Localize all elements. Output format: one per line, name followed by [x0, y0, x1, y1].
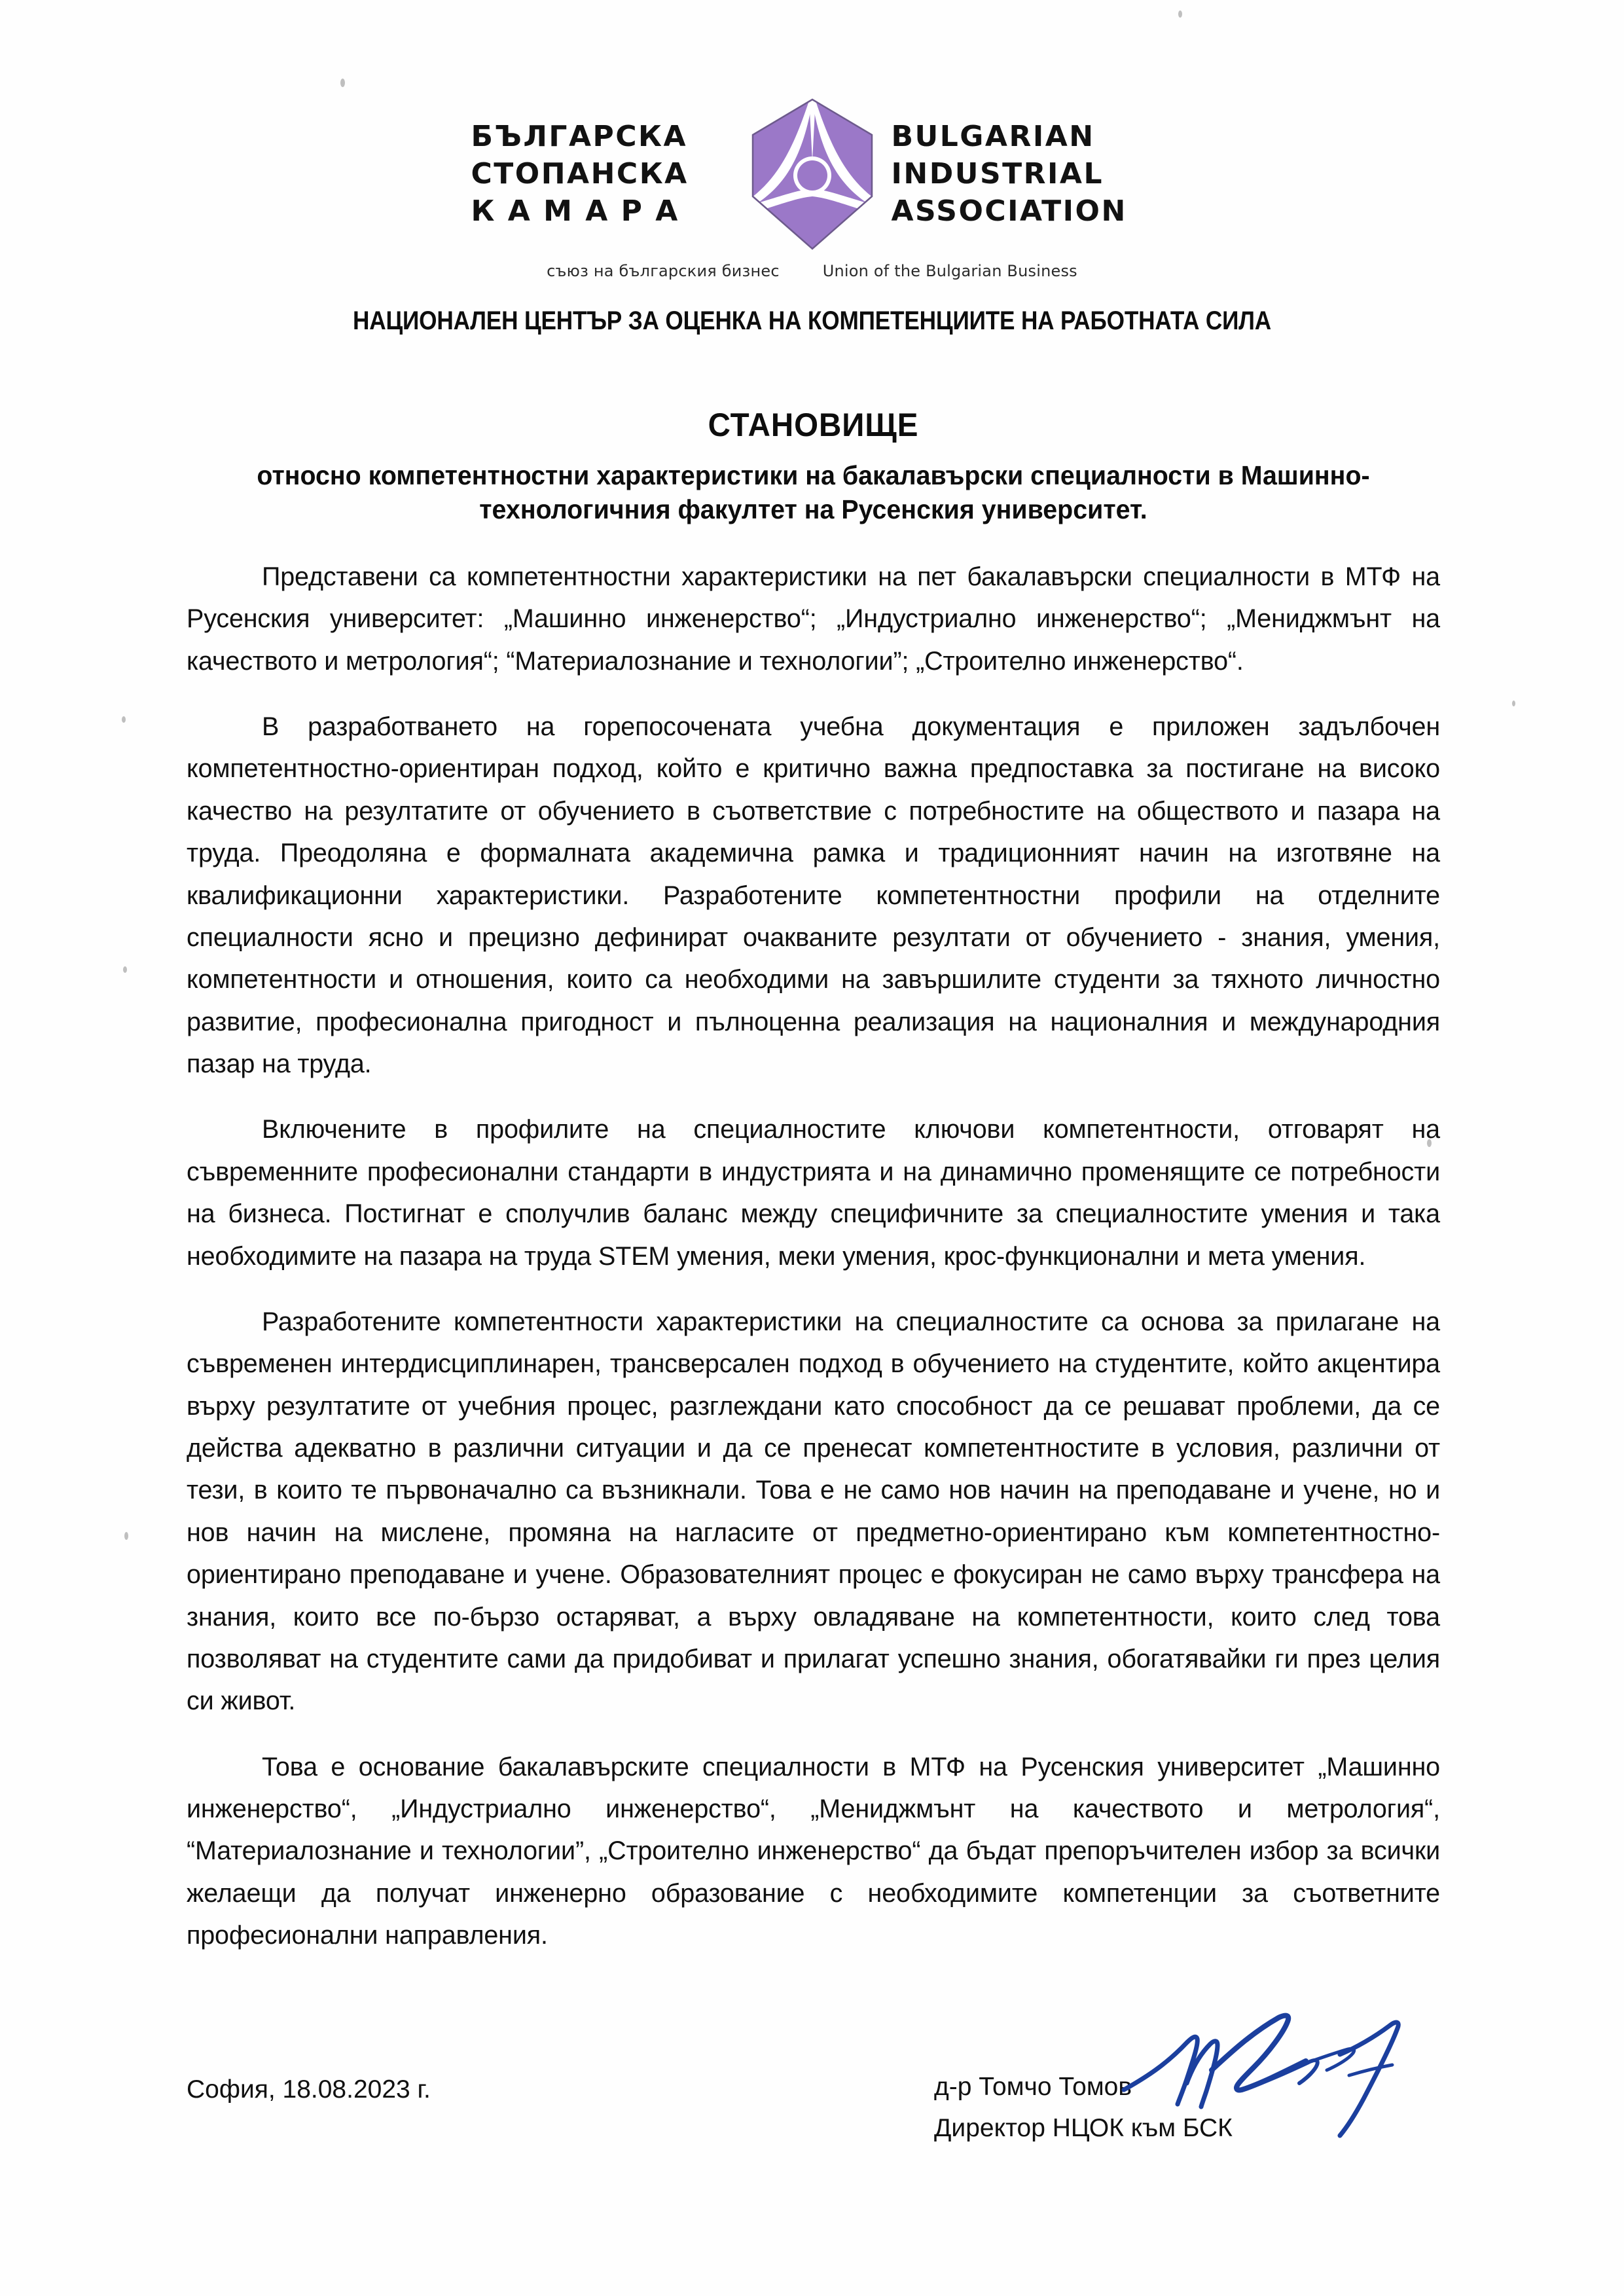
- body-paragraph: Разработените компетентности характеристики на специалностите са основа за прилагане на съвременен интердисциплинарен, трансверсален подход в обучението на студентите, който акцентира върху резултатите от учебния процес, разглеждани като способност да се решават проблеми, да се действа адекватно в различни ситуации и да се пренесат компетентностите в условия, различни от тези, в които те първоначално са възникнали. Това е не само нов начин на преподаване и учене, но и нов начин на мислене, промяна на нагласите от предметно-ориентирано към компетентностно-ориентирано преподаване и учене. Образователният процес е фокусиран не само върху трансфера на знания, които все по-бързо остаряват, а върху овладяване на компетентности, които след това позволяват на студентите сами да придобиват и прилагат успешно знания, обогатявайки ги през целия си живот.: [187, 1307, 1440, 1716]
- scan-speck: [1512, 701, 1515, 706]
- letterhead-bulgarian-words: [471, 122, 733, 226]
- letterhead-taglines: [452, 262, 1172, 280]
- letterhead-word-en-3: ASSOCIATION: [891, 194, 1127, 228]
- scan-speck: [340, 79, 345, 87]
- letterhead-word-bg-2: СТОПАНСКА: [471, 157, 689, 191]
- letterhead-word-en-1: BULGARIAN: [891, 120, 1095, 153]
- page-title: СТАНОВИЩЕ: [708, 407, 919, 443]
- document-body: [187, 406, 1440, 1957]
- body-paragraph: Представени са компетентностни характеристики на пет бакалавърски специалности в МТФ на Русенския университет: „Машинно инженерство“; „Индустриално инженерство“; „Мениджмънт на качеството и метрология“; “Материалознание и технологии”; „Строително инженерство“.: [187, 562, 1440, 676]
- letterhead-english-words: [892, 122, 1153, 226]
- document-footer: [187, 2035, 1441, 2143]
- document-subtitle: относно компетентностни характеристики на бакалавърски специалности в Машинно-технологичния факултет на Русенския университет.: [257, 460, 1370, 525]
- scan-speck: [123, 966, 127, 973]
- scan-speck: [1178, 10, 1182, 18]
- scan-speck: [124, 1532, 128, 1540]
- body-paragraph: Това е основание бакалавърските специалности в МТФ на Русенския университет „Машинно инженерство“, „Индустриално инженерство“, „Мениджмънт на качеството и метрология“, “Материалознание и технологии”, „Строително инженерство“ да бъдат препоръчителен избор за всички желаещи да получат инженерно образование с необходимите компетенции за съответните професионални направления.: [187, 1752, 1440, 1950]
- bia-hexagon-logo-icon: [751, 98, 873, 250]
- body-paragraph: В разработването на горепосочената учебна документация е приложен задълбочен компетентностно-ориентиран подход, който е критично важна предпоставка за постигане на високо качество на резултатите от обучението в съответствие с потребностите на обществото и пазара на труда. Преодоляна е формалната академична рамка и традиционният начин на изготвяне на квалификационни характеристики. Разработените компетентностни профили на отделните специалности ясно и прецизно дефинират очакваните резултати от обучението - знания, умения, компетентности и отношения, които са необходими на завършилите студенти за тяхното личностно развитие, професионална пригодност и пълноценна реализация на националния и международния пазар на труда.: [187, 712, 1440, 1079]
- tagline-english: Union of the Bulgarian Business: [822, 262, 1077, 280]
- signer-details: [934, 2066, 1233, 2149]
- scan-speck: [122, 716, 126, 723]
- letterhead-word-bg-3: К А М А Р А: [471, 194, 679, 228]
- signer-name: д-р Томчо Томов: [934, 2073, 1132, 2101]
- body-paragraph: Включените в профилите на специалностите ключови компетентности, отговарят на съвременните професионални стандарти в индустрията и на динамично променящите се потребности на бизнеса. Постигнат е сполучлив баланс между специфичните за специалностите умения и така необходимите на пазара на труда STEM умения, меки умения, крос-функционални и мета умения.: [187, 1115, 1440, 1271]
- letterhead: [0, 98, 1624, 280]
- tagline-bulgarian: съюз на българския бизнес: [547, 262, 780, 280]
- letterhead-row: [471, 98, 1153, 250]
- organization-heading: НАЦИОНАЛЕН ЦЕНТЪР ЗА ОЦЕНКА НА КОМПЕТЕНЦИИТЕ НА РАБОТНАТА СИЛА: [353, 306, 1271, 335]
- letterhead-word-bg-1: БЪЛГАРСКА: [471, 120, 688, 153]
- place-and-date: София, 18.08.2023 г.: [187, 2075, 431, 2104]
- signer-title: Директор НЦОК към БСК: [934, 2114, 1233, 2143]
- letterhead-word-en-2: INDUSTRIAL: [891, 157, 1104, 191]
